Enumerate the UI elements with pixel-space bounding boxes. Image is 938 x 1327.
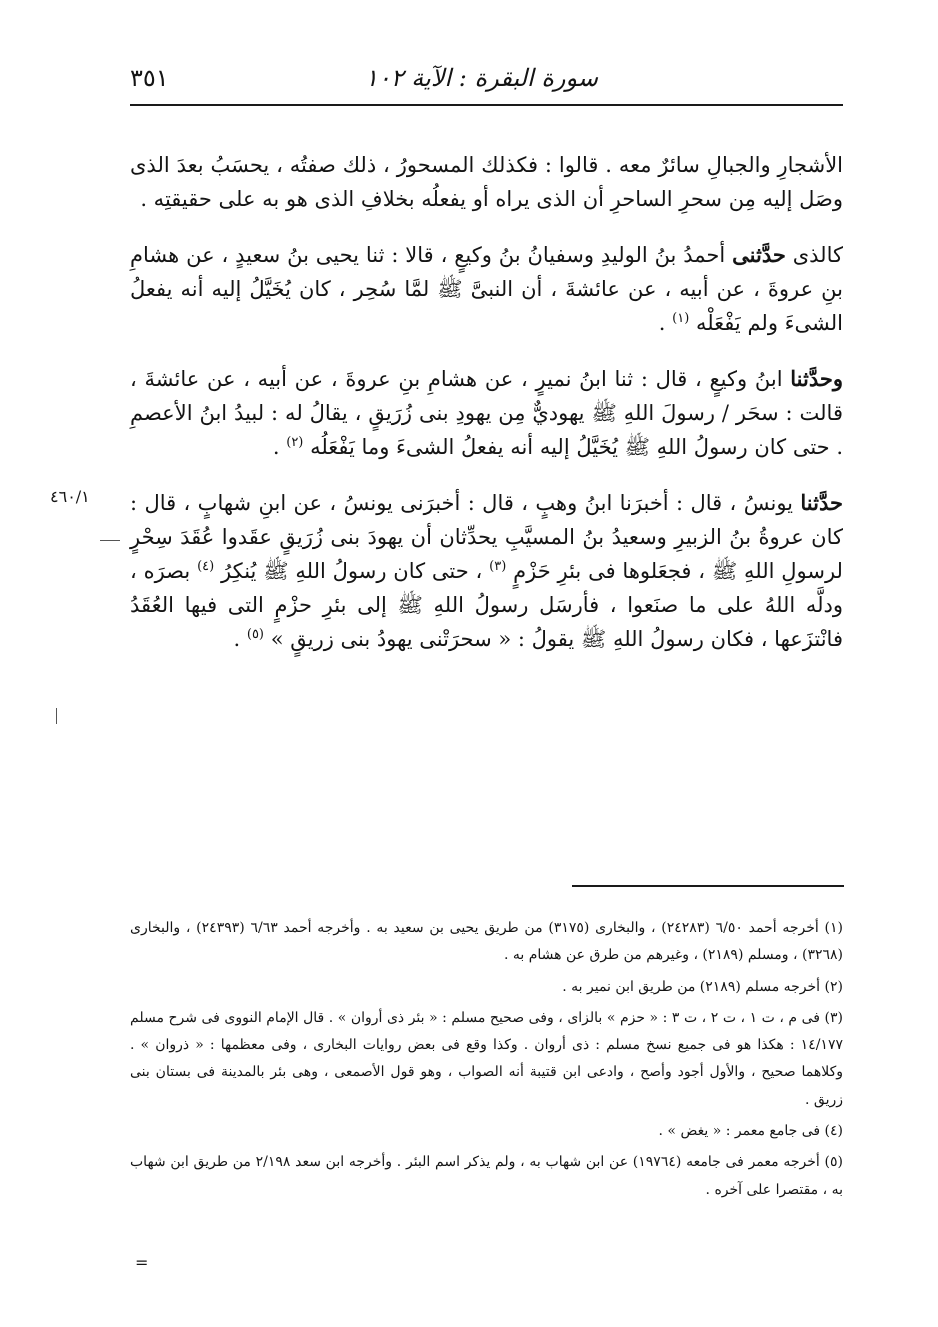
footnote-ref-2: (٢) bbox=[286, 435, 304, 451]
paragraph-4-text-a: يونسُ ، قال : أخبرَنا ابنُ وهبٍ ، قال : أخبرَنى يونسُ ، عن ابنِ شهابٍ ، قال : كان عروةُ بنُ الزبيرِ وسعيدُ بنُ المسيَّبِ يحدِّثان أن يهودَ بنى زُرَيقٍ عقَدوا عُقَدَ سِحْرٍ لرسولِ اللهِ ﷺ ، فجعَلوها فى بئرِ حَزْمٍ bbox=[130, 491, 843, 584]
margin-reference: ٤٦٠/١ bbox=[50, 487, 90, 506]
paragraph-2-text: أحمدُ بنُ الوليدِ وسفيانُ بنُ وكيعٍ ، قالا : ثنا يحيى بنُ سعيدٍ ، عن هشامِ بنِ عروةَ ، عن أبيه ، عن عائشةَ ، أن النبىَّ ﷺ لمَّا سُحِر ، كان يُخَيَّلُ إليه أنه يفعلُ الشىءَ ولم يَفْعَلْه bbox=[130, 243, 843, 336]
footnote-ref-5: (٥) bbox=[246, 627, 264, 643]
paragraph-3-text: ابنُ وكيعٍ ، قال : ثنا ابنُ نميرٍ ، عن هشامِ بنِ عروةَ ، عن أبيه ، عن عائشةَ ، قالت : سحَر / رسولَ اللهِ ﷺ يهوديٌّ مِن يهودِ بنى زُرَيقٍ ، يقالُ له : لبيدُ ابنُ الأعصمِ . حتى كان رسولُ اللهِ ﷺ يُخَيَّلُ إليه أنه يفعلُ الشىءَ وما يَفْعَلُه bbox=[130, 367, 843, 460]
footnote-ref-1: (١) bbox=[672, 311, 690, 327]
footnote-4: (٤) فى جامع معمر : « يغض » . bbox=[658, 1123, 843, 1140]
paragraph-1: الأشجارِ والجبالِ سائرٌ معه . قالوا : فكذلك المسحورُ ، ذلك صفتُه ، يحسَبُ بعدَ الذى وصَل إليه مِن سحرِ الساحرِ أن الذى يراه أو يفعلُه بخلافِ الذى هو به على حقيقتِه . bbox=[130, 153, 843, 212]
margin-dash bbox=[100, 540, 120, 541]
margin-tick bbox=[56, 708, 57, 724]
footnote-3: (٣) فى م ، ت ١ ، ت ٢ ، ت ٣ : « حزم » بالزاى ، وفى صحيح مسلم : « بئر ذى أروان » . قال الإمام النووى فى شرح مسلم ١٤/١٧٧ : هكذا هو فى جميع نسخ مسلم : ذى أروان . وكذا وقع فى بعض روايات البخارى ، وفى معظمها : « ذروان » . وكلاهما صحيح ، والأول أجود وأصح ، وادعى ابن قتيبة أنه الصواب ، وهو قول الأصمعى ، وهى بئر بالمدينة فى بستان بنى زريق . bbox=[130, 1009, 843, 1108]
footnote-ref-3: (٣) bbox=[489, 559, 507, 575]
footnote-ref-4: (٤) bbox=[197, 559, 215, 575]
footnote-1: (١) أخرجه أحمد ٦/٥٠ (٢٤٢٨٣) ، والبخارى (٣١٧٥) من طريق يحيى بن سعيد به . وأخرجه أحمد ٦/٦٣ (٢٤٣٩٣) ، والبخارى (٣٢٦٨) ، ومسلم (٢١٨٩) ، وغيرهم من طرق عن هشام به . bbox=[130, 920, 843, 964]
footnote-5: (٥) أخرجه معمر فى جامعه (١٩٧٦٤) عن ابن شهاب به ، ولم يذكر اسم البئر . وأخرجه ابن سعد ٢/١٩٨ من طريق ابن شهاب به ، مقتصرا على آخره . bbox=[130, 1154, 843, 1198]
paragraph-3-end: . bbox=[272, 435, 280, 460]
footnote-separator bbox=[572, 885, 844, 887]
paragraph-2-end: . bbox=[658, 311, 666, 336]
hadith-keyword: حدَّثنى bbox=[732, 242, 786, 268]
page-header bbox=[130, 60, 843, 106]
footnote-2: (٢) أخرجه مسلم (٢١٨٩) من طريق ابن نمير به . bbox=[562, 978, 843, 995]
hadith-keyword: حدَّثنا bbox=[800, 490, 843, 516]
page-number: ٣٥١ bbox=[130, 64, 169, 92]
paragraph-2 bbox=[130, 238, 843, 340]
paragraph-4-end: . bbox=[233, 627, 241, 652]
paragraph-4-text-b: ، حتى كان رسولُ اللهِ ﷺ يُنكِرُ bbox=[221, 559, 483, 584]
main-text bbox=[130, 148, 843, 678]
continuation-mark: = bbox=[135, 1253, 149, 1272]
hadith-keyword: وحدَّثنا bbox=[790, 366, 843, 392]
paragraph-4 bbox=[130, 486, 843, 656]
paragraph-3 bbox=[130, 362, 843, 464]
footnotes bbox=[130, 915, 843, 1208]
paragraph-2-lead: كالذى bbox=[792, 243, 843, 268]
paragraph-4-text-c: بصرَه ، ودلَّه اللهُ على ما صنَعوا ، فأرسَل رسولُ اللهِ ﷺ إلى بئرِ حزْمٍ التى فيها العُقَدُ فانْتزَعها ، فكان رسولُ اللهِ ﷺ يقولُ : « سحرَتْنى يهودُ بنى زريقٍ » bbox=[130, 559, 843, 652]
running-head: سورة البقرة : الآية ١٠٢ bbox=[364, 64, 598, 92]
